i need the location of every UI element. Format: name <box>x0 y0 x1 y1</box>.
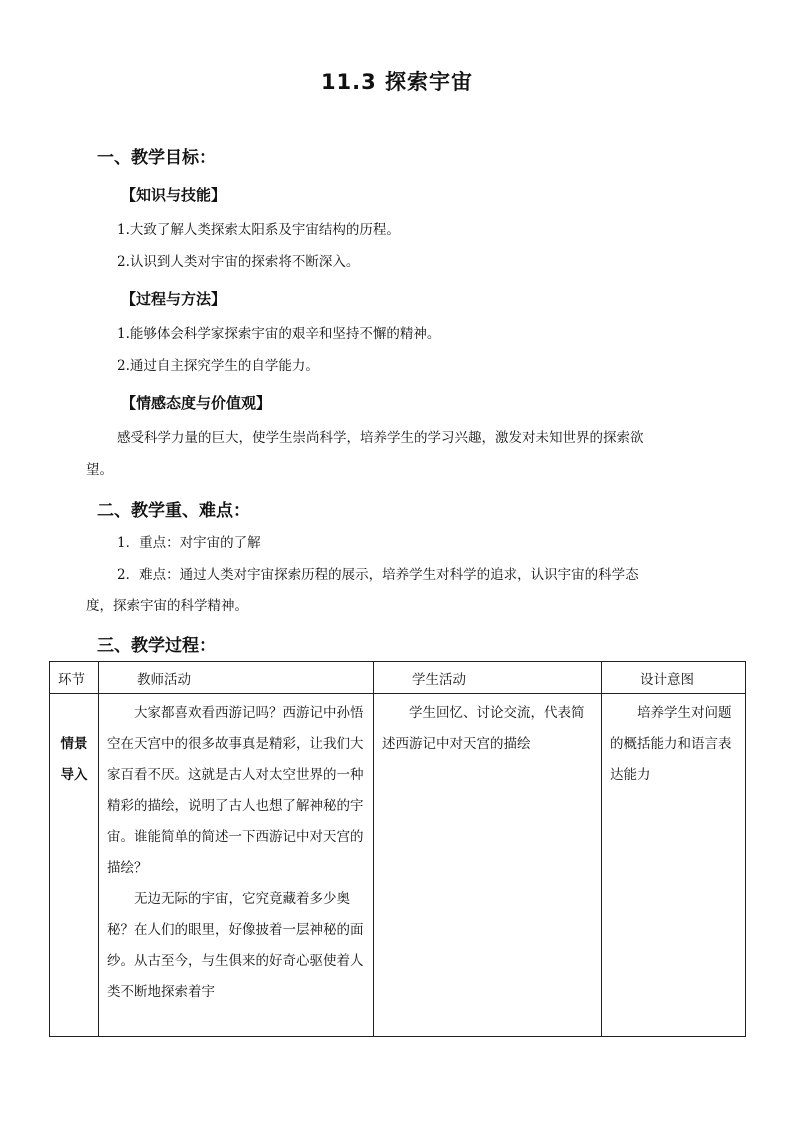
header-design-intent: 设计意图 <box>602 662 746 694</box>
teaching-process-table <box>49 661 746 1037</box>
subheading-knowledge: 【知识与技能】 <box>121 186 227 204</box>
difficult-point-line2: 度，探索宇宙的科学精神。 <box>86 598 248 614</box>
process-item-1: 1.能够体会科学家探索宇宙的艰辛和坚持不懈的精神。 <box>117 326 441 342</box>
subheading-process: 【过程与方法】 <box>121 290 227 308</box>
emotion-text-line2: 望。 <box>86 462 113 478</box>
design-intent-text: 培养学生对问题的概括能力和语言表达能力 <box>610 705 732 783</box>
teacher-activity-cell <box>99 694 374 1037</box>
student-activity-text: 学生回忆、讨论交流，代表简述西游记中对天宫的描绘 <box>382 705 585 752</box>
stage-label-line1: 情景 <box>60 736 88 752</box>
section-heading-process: 三、教学过程： <box>97 636 216 656</box>
difficult-point-line1: 2．难点：通过人类对宇宙探索历程的展示，培养学生对科学的追求，认识宇宙的科学态 <box>117 567 639 583</box>
process-item-2: 2.通过自主探究学生的自学能力。 <box>117 358 319 374</box>
table-header-row <box>50 662 746 694</box>
page-title: 11.3 探索宇宙 <box>320 70 474 94</box>
knowledge-item-1: 1.大致了解人类探索太阳系及宇宙结构的历程。 <box>117 222 400 238</box>
stage-label-line2: 导入 <box>60 767 88 783</box>
teacher-activity-paragraph-1: 大家都喜欢看西游记吗？西游记中孙悟空在天宫中的很多故事真是精彩，让我们大家百看不厌。这就是古人对太空世界的一种精彩的描绘，说明了古人也想了解神秘的宇宙。谁能简单的简述一下西游记中对天宫的描绘？ <box>107 705 364 876</box>
knowledge-item-2: 2.认识到人类对宇宙的探索将不断深入。 <box>117 254 360 270</box>
key-point-text: 1．重点：对宇宙的了解 <box>117 535 261 551</box>
student-activity-cell <box>374 694 602 1037</box>
section-heading-key-points: 二、教学重、难点： <box>97 501 250 521</box>
subheading-emotion: 【情感态度与价值观】 <box>121 394 272 412</box>
teacher-activity-paragraph-2: 无边无际的宇宙，它究竟藏着多少奥秘？在人们的眼里，好像披着一层神秘的面纱。从古至今，与生俱来的好奇心驱使着人类不断地探索着宇 <box>107 891 364 1000</box>
design-intent-cell <box>602 694 746 1037</box>
stage-cell <box>50 694 99 1037</box>
emotion-text-line1: 感受科学力量的巨大，使学生崇尚科学，培养学生的学习兴趣，激发对未知世界的探索欲 <box>117 430 644 446</box>
header-student-activity: 学生活动 <box>374 662 602 694</box>
section-heading-objectives: 一、教学目标： <box>97 148 216 168</box>
header-teacher-activity: 教师活动 <box>99 662 374 694</box>
table-row <box>50 694 746 1037</box>
header-stage: 环节 <box>50 662 99 694</box>
